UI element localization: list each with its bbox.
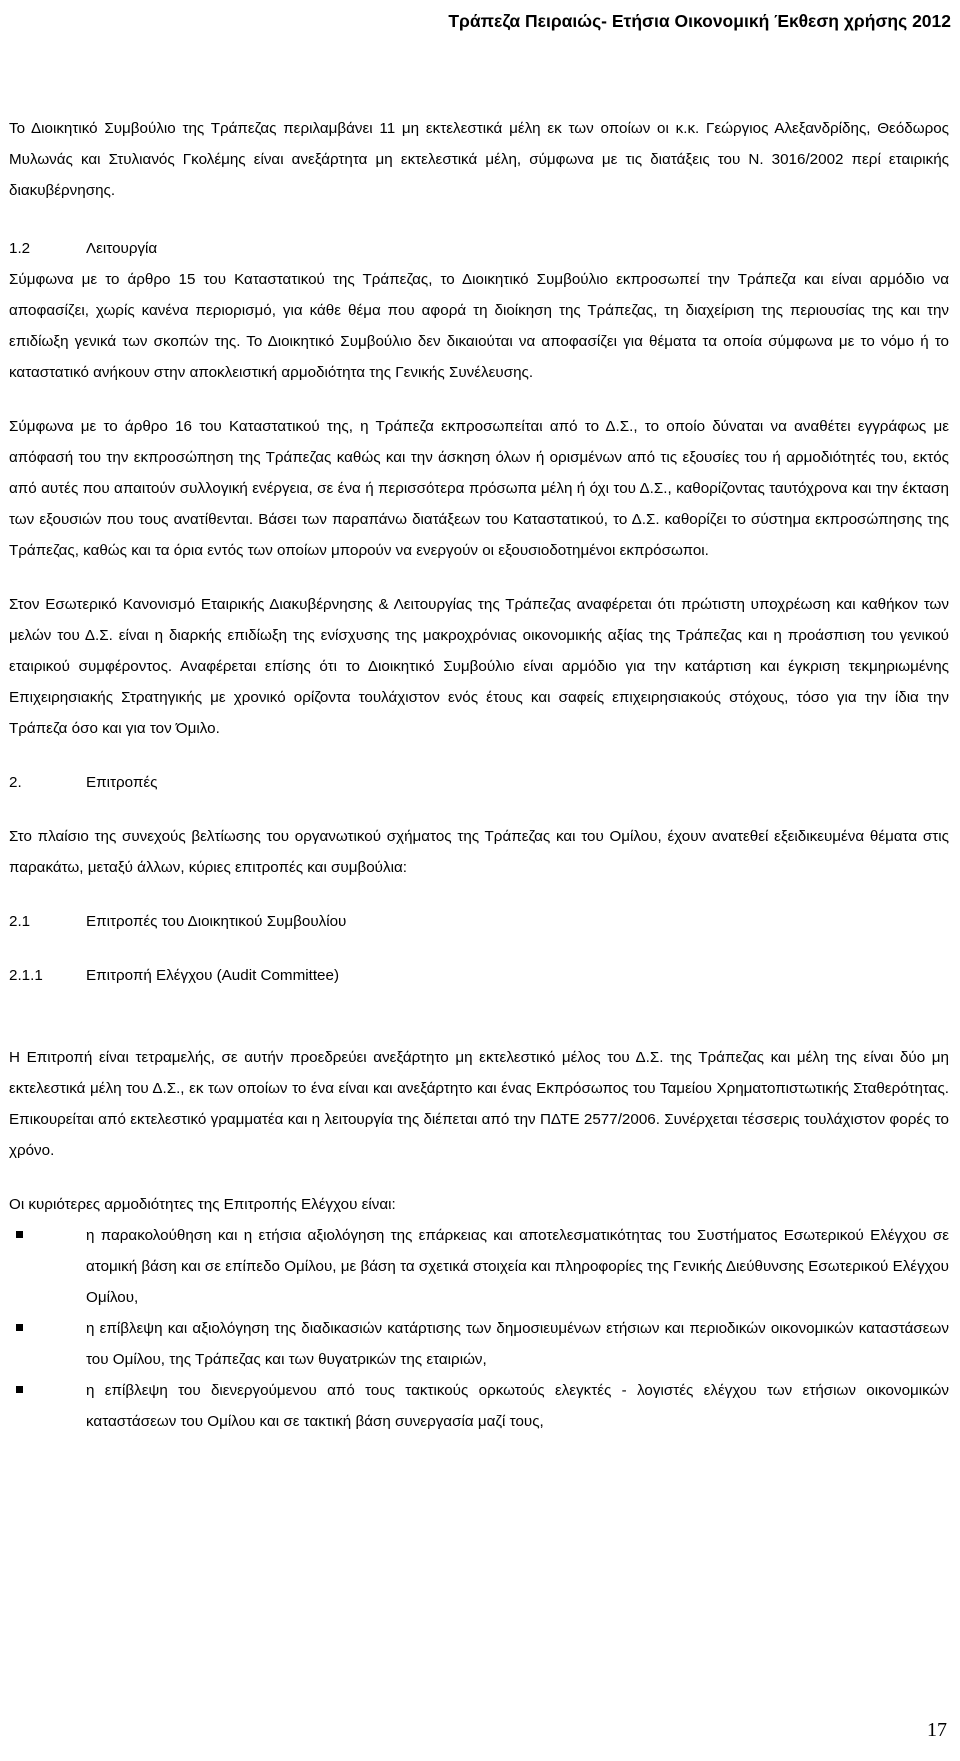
paragraph-audit-committee-duties-intro: Οι κυριότερες αρμοδιότητες της Επιτροπής Ελέγχου είναι: [9, 1196, 396, 1213]
paragraph-internal-regulation: Στον Εσωτερικό Κανονισμό Εταιρικής Διακυβέρνησης & Λειτουργίας της Τράπεζας αναφέρεται ότι πρώτιστη υποχρέωση και καθήκον των μελών του Δ.Σ. είναι η διαρκής επιδίωξη της ενίσχυσης της μακροχρόνιας οικονομικής αξίας της Τράπεζας και η προάσπιση του γενικού εταιρικού συμφέροντος. Αναφέρεται επίσης ότι το Διοικητικό Συμβούλιο είναι αρμόδιο για την κατάρτιση και έγκριση τεκμηριωμένης Επιχειρησιακής Στρατηγικής με χρονικό ορίζοντα τουλάχιστον ενός έτους και σαφείς επιχειρησιακούς στόχους, τόσο για την ίδια την Τράπεζα όσο και για τον Όμιλο. [9, 596, 949, 737]
section-title: Επιτροπές του Διοικητικού Συμβουλίου [86, 913, 347, 930]
square-bullet-icon [16, 1231, 23, 1238]
list-item-text: η παρακολούθηση και η ετήσια αξιολόγηση της επάρκειας και αποτελεσματικότητας του Συστήματος Εσωτερικού Ελέγχου σε ατομική βάση και σε επίπεδο Ομίλου, με βάση τα σχετικά στοιχεία και πληροφορίες της Γενικής Διεύθυνσης Εσωτερικού Ελέγχου Ομίλου, [86, 1227, 949, 1306]
square-bullet-icon [16, 1324, 23, 1331]
section-title: Επιτροπές [86, 774, 158, 791]
paragraph-board-operation: Σύμφωνα με το άρθρο 15 του Καταστατικού της Τράπεζας, το Διοικητικό Συμβούλιο εκπροσωπεί την Τράπεζα και είναι αρμόδιο να αποφασίζει, χωρίς κανένα περιορισμό, για κάθε θέμα που αφορά τη διοίκηση της Τράπεζας, τη διαχείριση της περιουσίας της και την επιδίωξη γενικά των σκοπών της. Το Διοικητικό Συμβούλιο δεν δικαιούται να αποφασίζει για θέματα τα οποία σύμφωνα με το νόμο ή το καταστατικό ανήκουν στην αποκλειστική αρμοδιότητα της Γενικής Συνέλευσης. [9, 271, 949, 381]
section-number: 2. [9, 774, 22, 791]
paragraph-board-composition: Το Διοικητικό Συμβούλιο της Τράπεζας περιλαμβάνει 11 μη εκτελεστικά μέλη εκ των οποίων οι κ.κ. Γεώργιος Αλεξανδρίδης, Θεόδωρος Μυλωνάς και Στυλιανός Γκολέμης είναι ανεξάρτητα μη εκτελεστικά μέλη, σύμφωνα με τις διατάξεις του Ν. 3016/2002 περί εταιρικής διακυβέρνησης. [9, 120, 949, 199]
duties-list [9, 1220, 949, 1437]
section-heading-1-2 [9, 233, 949, 264]
list-item [9, 1220, 949, 1313]
list-item-text: η επίβλεψη και αξιολόγηση της διαδικασιών κατάρτισης των δημοσιευμένων ετήσιων και περιοδικών οικονομικών καταστάσεων του Ομίλου, της Τράπεζας και των θυγατρικών της εταιριών, [86, 1320, 949, 1368]
document-header [448, 11, 951, 32]
list-item [9, 1375, 949, 1437]
header-title: Τράπεζα Πειραιώς- Ετήσια Οικονομική Έκθεση χρήσης 2012 [448, 11, 951, 31]
document-body [9, 113, 949, 1437]
section-number: 2.1.1 [9, 967, 43, 984]
square-bullet-icon [16, 1386, 23, 1393]
section-heading-2 [9, 767, 949, 798]
paragraph-committees-intro: Στο πλαίσιο της συνεχούς βελτίωσης του οργανωτικού σχήματος της Τράπεζας και του Ομίλου, έχουν ανατεθεί εξειδικευμένα θέματα στις παρακάτω, μεταξύ άλλων, κύριες επιτροπές και συμβούλια: [9, 828, 949, 876]
list-item-text: η επίβλεψη του διενεργούμενου από τους τακτικούς ορκωτούς ελεγκτές - λογιστές ελέγχου των ετήσιων οικονομικών καταστάσεων του Ομίλου και σε τακτική βάση συνεργασία μαζί τους, [86, 1382, 949, 1430]
section-number: 2.1 [9, 913, 31, 930]
list-item [9, 1313, 949, 1375]
paragraph-representation: Σύμφωνα με το άρθρο 16 του Καταστατικού της, η Τράπεζα εκπροσωπείται από το Δ.Σ., το οποίο δύναται να αναθέτει εγγράφως με απόφασή του την εκπροσώπηση της Τράπεζας καθώς και την άσκηση όλων ή ορισμένων από τις εξουσίες του ή αρμοδιότητές του, εκτός από αυτές που απαιτούν συλλογική ενέργεια, σε ένα ή περισσότερα πρόσωπα μέλη ή όχι του Δ.Σ., καθορίζοντας ταυτόχρονα και την έκταση των εξουσιών που τους ανατίθενται. Βάσει των παραπάνω διατάξεων του Καταστατικού, το Δ.Σ. καθορίζει το σύστημα εκπροσώπησης της Τράπεζας, καθώς και τα όρια εντός των οποίων μπορούν να ενεργούν οι εξουσιοδοτημένοι εκπρόσωποι. [9, 418, 949, 559]
section-title: Λειτουργία [86, 240, 158, 257]
paragraph-audit-committee-composition: Η Επιτροπή είναι τετραμελής, σε αυτήν προεδρεύει ανεξάρτητο μη εκτελεστικό μέλος του Δ.Σ. της Τράπεζας και μέλη της είναι δύο μη εκτελεστικά μέλη του Δ.Σ., εκ των οποίων το ένα είναι και ανεξάρτητο και ένας Εκπρόσωπος του Ταμείου Χρηματοπιστωτικής Σταθερότητας. Επικουρείται από εκτελεστικό γραμματέα και η λειτουργία της διέπεται από την ΠΔΤΕ 2577/2006. Συνέρχεται τέσσερις τουλάχιστον φορές το χρόνο. [9, 1049, 949, 1159]
section-heading-2-1 [9, 906, 949, 937]
section-heading-2-1-1 [9, 960, 949, 991]
section-title: Επιτροπή Ελέγχου (Audit Committee) [86, 967, 339, 984]
page-number: 17 [927, 1719, 947, 1741]
section-number: 1.2 [9, 240, 31, 257]
